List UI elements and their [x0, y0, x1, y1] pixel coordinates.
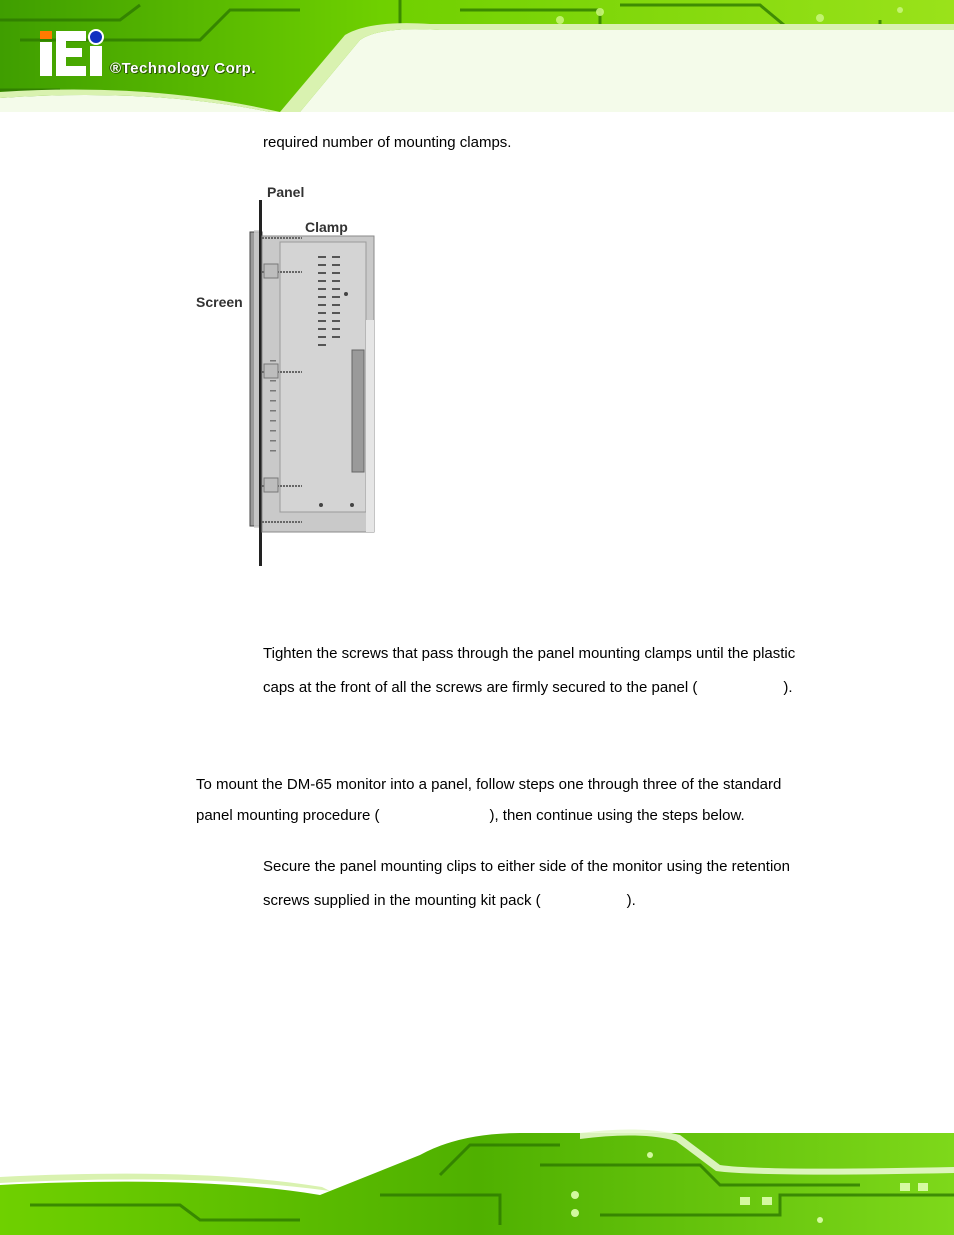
step-tighten-line-2-start: caps at the front of all the screws are firmly secured to the panel (	[263, 679, 698, 696]
panel-mounting-figure	[190, 180, 390, 570]
header-banner	[0, 0, 954, 112]
panel-label: Panel	[267, 184, 305, 200]
clamp-label: Clamp	[305, 219, 348, 235]
dm65-para-line-1: To mount the DM-65 monitor into a panel, follow steps one through three of the standard	[196, 776, 782, 793]
footer-banner	[0, 1125, 954, 1235]
circuit-board-footer-graphic	[0, 1125, 954, 1235]
step-secure-line-2	[263, 892, 636, 910]
screen-label: Screen	[196, 294, 243, 310]
panel-clamp-diagram	[190, 180, 390, 570]
dm65-para-line-2-end: ), then continue using the steps below.	[489, 807, 745, 824]
step-tighten-line-1: Tighten the screws that pass through the panel mounting clamps until the plastic	[263, 645, 796, 662]
step-secure-line-2-start: screws supplied in the mounting kit pack (	[263, 892, 541, 909]
step-tighten-line-2	[263, 679, 793, 697]
step-secure-line-1: Secure the panel mounting clips to either side of the monitor using the retention	[263, 858, 790, 875]
dm65-para-line-2-start: panel mounting procedure (	[196, 807, 380, 824]
intro-line: required number of mounting clamps.	[263, 134, 512, 151]
dm65-para-line-2	[196, 807, 745, 825]
company-name: ®Technology Corp.	[110, 60, 256, 77]
iei-logo-icon	[40, 30, 103, 76]
circuit-board-header-graphic	[0, 0, 954, 112]
step-tighten-line-2-end: ).	[783, 679, 793, 696]
step-secure-line-2-end: ).	[626, 892, 636, 909]
